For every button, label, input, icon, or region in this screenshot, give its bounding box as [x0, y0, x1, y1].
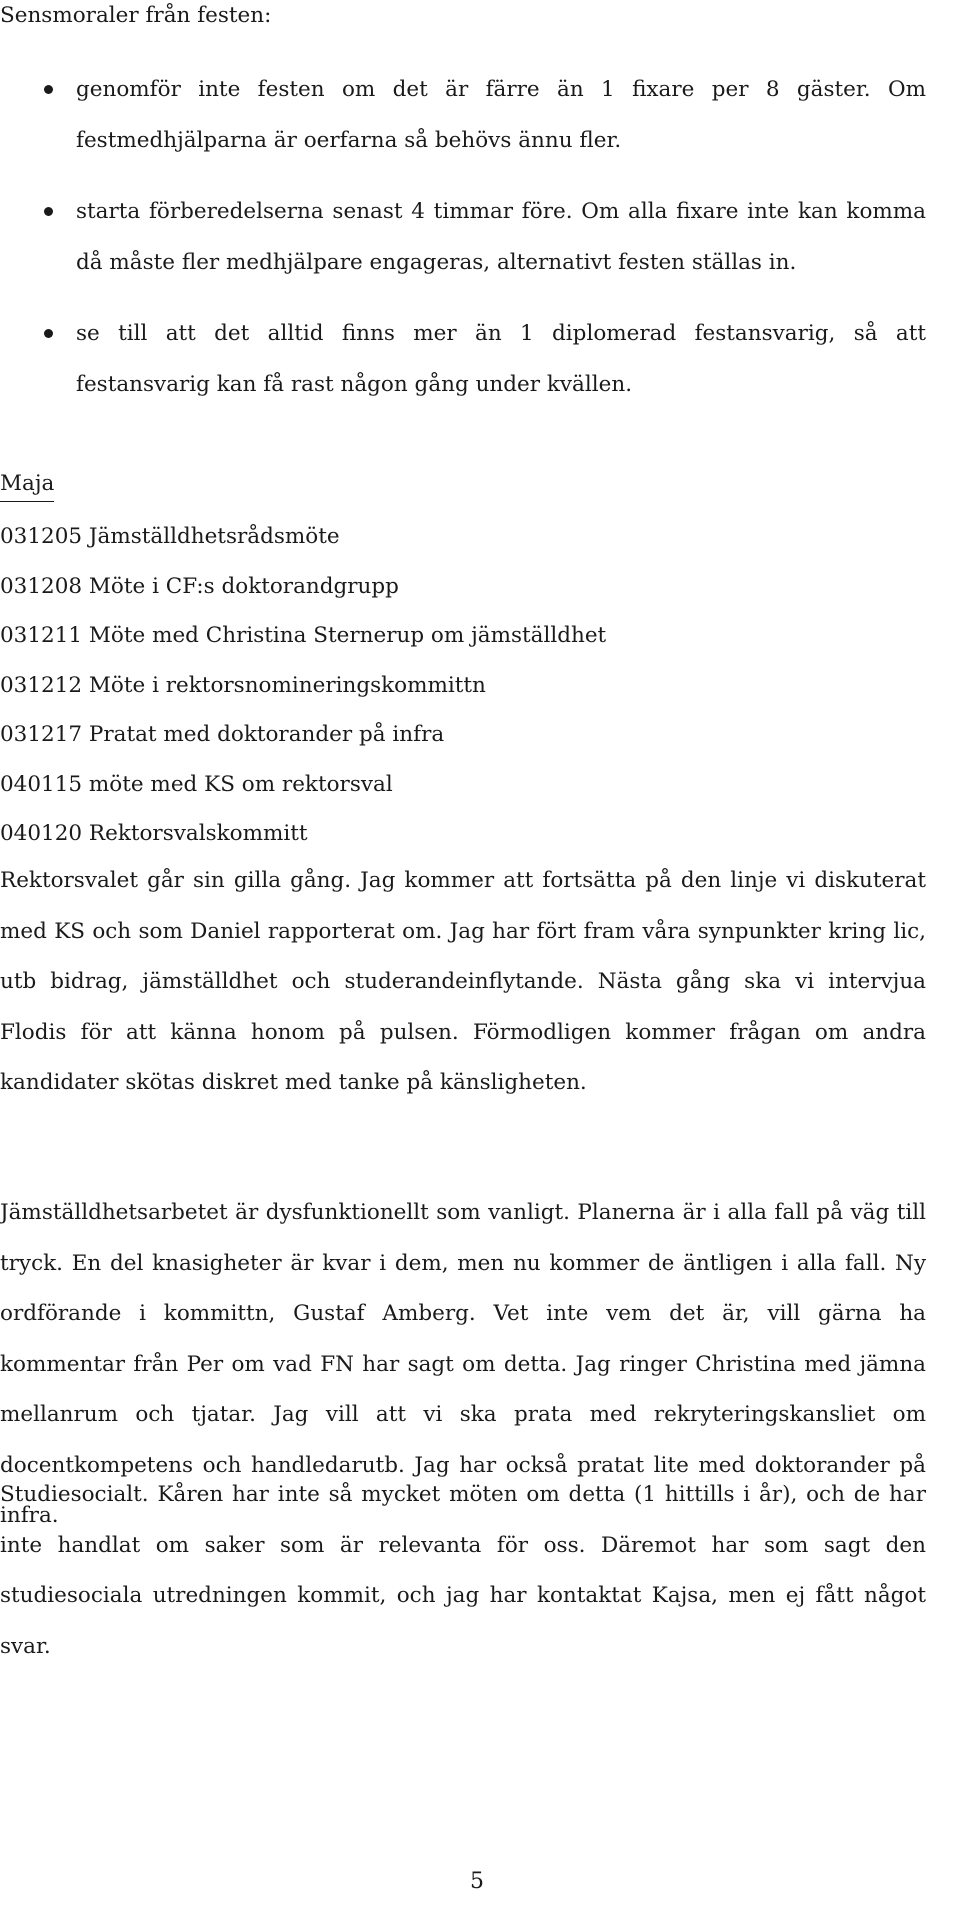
lesson-text: starta förberedelserna senast 4 timmar före. Om alla fixare inte kan komma då måste fler medhjälpare engageras, alternativt festen ställas in. — [76, 199, 926, 275]
page-number: 5 — [470, 1869, 484, 1894]
meeting-list — [0, 512, 606, 859]
paragraph-rektorsval: Rektorsvalet går sin gilla gång. Jag kommer att fortsätta på den linje vi diskuterat med KS och som Daniel rapporterat om. Jag har fört fram våra synpunkter kring lic, utb bidrag, jämställdhet och studerandeinflytande. Nästa gång ska vi intervjua Flodis för att känna honom på pulsen. Förmodligen kommer frågan om andra kandidater skötas diskret med tanke på känsligheten. — [0, 868, 926, 1095]
meeting-item: 040115 möte med KS om rektorsval — [0, 771, 393, 797]
section-heading: Sensmoraler från festen: — [0, 3, 272, 28]
meeting-item: 031208 Möte i CF:s doktorandgrupp — [0, 573, 399, 599]
lesson-text: genomför inte festen om det är färre än 1 fixare per 8 gäster. Om festmedhjälparna är oerfarna så behövs ännu fler. — [76, 77, 926, 153]
lesson-item — [0, 64, 960, 166]
meeting-item: 031212 Möte i rektorsnomineringskommittn — [0, 672, 486, 698]
lesson-text: se till att det alltid finns mer än 1 diplomerad festansvarig, så att festansvarig kan få rast någon gång under kvällen. — [76, 321, 926, 397]
paragraph-studiesocialt: Studiesocialt. Kåren har inte så mycket möten om detta (1 hittills i år), och de har inte handlat om saker som är relevanta för oss. Däremot har som sagt den studiesociala utredningen kommit, och jag har kontaktat Kajsa, men ej fått något svar. — [0, 1482, 926, 1659]
bullet-icon — [44, 85, 53, 94]
meeting-item: 031217 Pratat med doktorander på infra — [0, 722, 445, 747]
meeting-item: 031205 Jämställdhetsrådsmöte — [0, 524, 340, 549]
lessons-list — [0, 64, 960, 430]
paragraph-jamstalldhet: Jämställdhetsarbetet är dysfunktionellt som vanligt. Planerna är i alla fall på väg till tryck. En del knasigheter är kvar i dem, men nu kommer de äntligen i alla fall. Ny ordförande i kommittn, Gustaf Amberg. Vet inte vem det är, vill gärna ha kommentar från Per om vad FN har sagt om detta. Jag ringer Christina med jämna mellanrum och tjatar. Jag vill att vi ska prata med rekryteringskansliet om docentkompetens och handledarutb. Jag har också pratat lite med doktorander på infra. — [0, 1200, 926, 1528]
meeting-item: 031211 Möte med Christina Sternerup om jämställdhet — [0, 623, 607, 648]
author-label: Maja — [0, 470, 54, 502]
lesson-item — [0, 186, 960, 288]
bullet-icon — [44, 207, 53, 216]
meeting-item: 040120 Rektorsvalskommitt — [0, 821, 308, 846]
bullet-icon — [44, 329, 53, 338]
lesson-item — [0, 308, 960, 410]
